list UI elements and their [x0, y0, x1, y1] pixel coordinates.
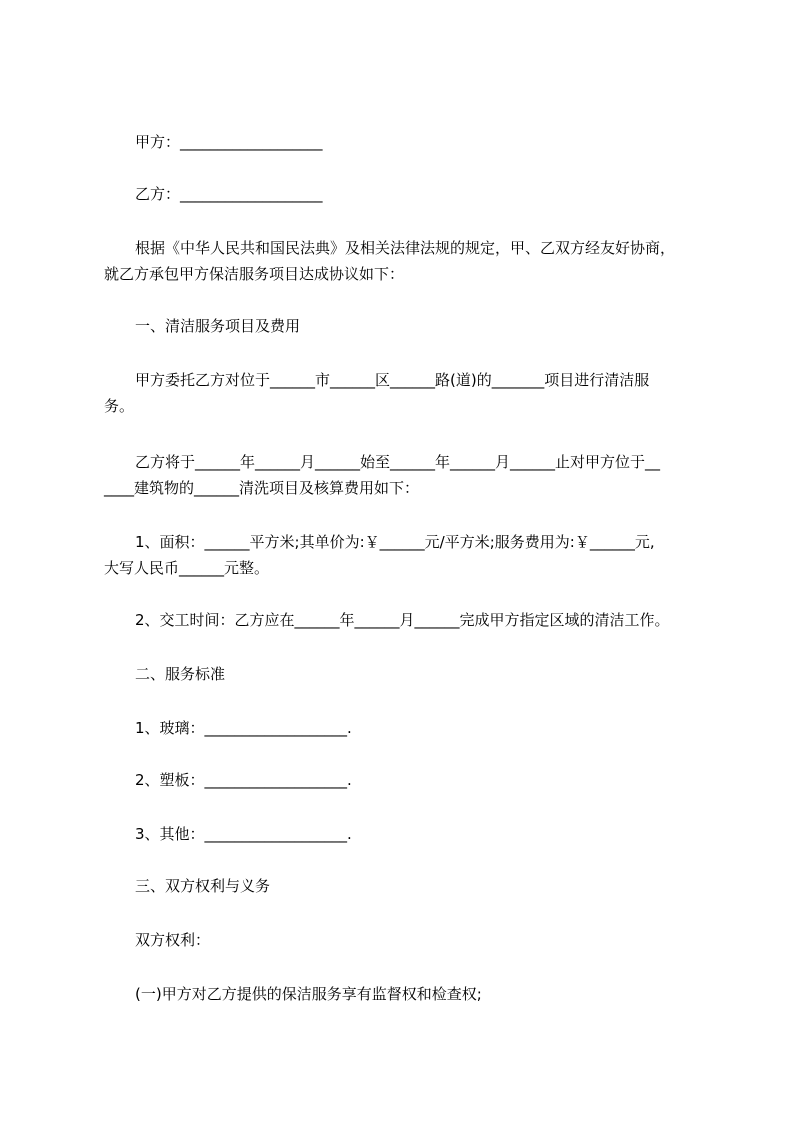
section-2-heading: 二、服务标准 [135, 665, 226, 683]
section-3-subheading: 双方权利： [135, 931, 211, 949]
standard-item-other: 3、其他：___________________. [135, 825, 352, 843]
standard-item-plastic-board: 2、塑板：___________________. [135, 771, 352, 789]
intro-line-2: 就乙方承包甲方保洁服务项目达成协议如下： [104, 265, 405, 283]
party-a-line: 甲方：___________________ [135, 133, 323, 151]
fee-item-1-line-2: 大写人民币______元整。 [104, 559, 270, 577]
section-1-para-1-line-1: 甲方委托乙方对位于______市______区______路(道)的_______项目进行清洁服 [135, 371, 650, 389]
section-1-para-2-line-1: 乙方将于______年______月______始至______年______月______止对甲方位于__ [135, 453, 661, 471]
section-3-heading: 三、双方权利与义务 [135, 877, 271, 895]
section-1-heading: 一、清洁服务项目及费用 [135, 317, 301, 335]
intro-line-1: 根据《中华人民共和国民法典》及相关法律法规的规定，甲、乙双方经友好协商， [135, 239, 676, 257]
fee-item-2: 2、交工时间：乙方应在______年______月______完成甲方指定区域的清洁工作。 [135, 611, 670, 629]
section-1-para-1-line-2: 务。 [104, 397, 135, 415]
fee-item-1-line-1: 1、面积：______平方米;其单价为:￥______元/平方米;服务费用为:￥______元, [135, 533, 655, 551]
section-1-para-2-line-2: ____建筑物的______清洗项目及核算费用如下： [104, 479, 420, 497]
standard-item-glass: 1、玻璃：___________________. [135, 719, 352, 737]
party-b-line: 乙方：___________________ [135, 185, 323, 203]
rights-clause-1: (一)甲方对乙方提供的保洁服务享有监督权和检查权; [135, 985, 482, 1003]
